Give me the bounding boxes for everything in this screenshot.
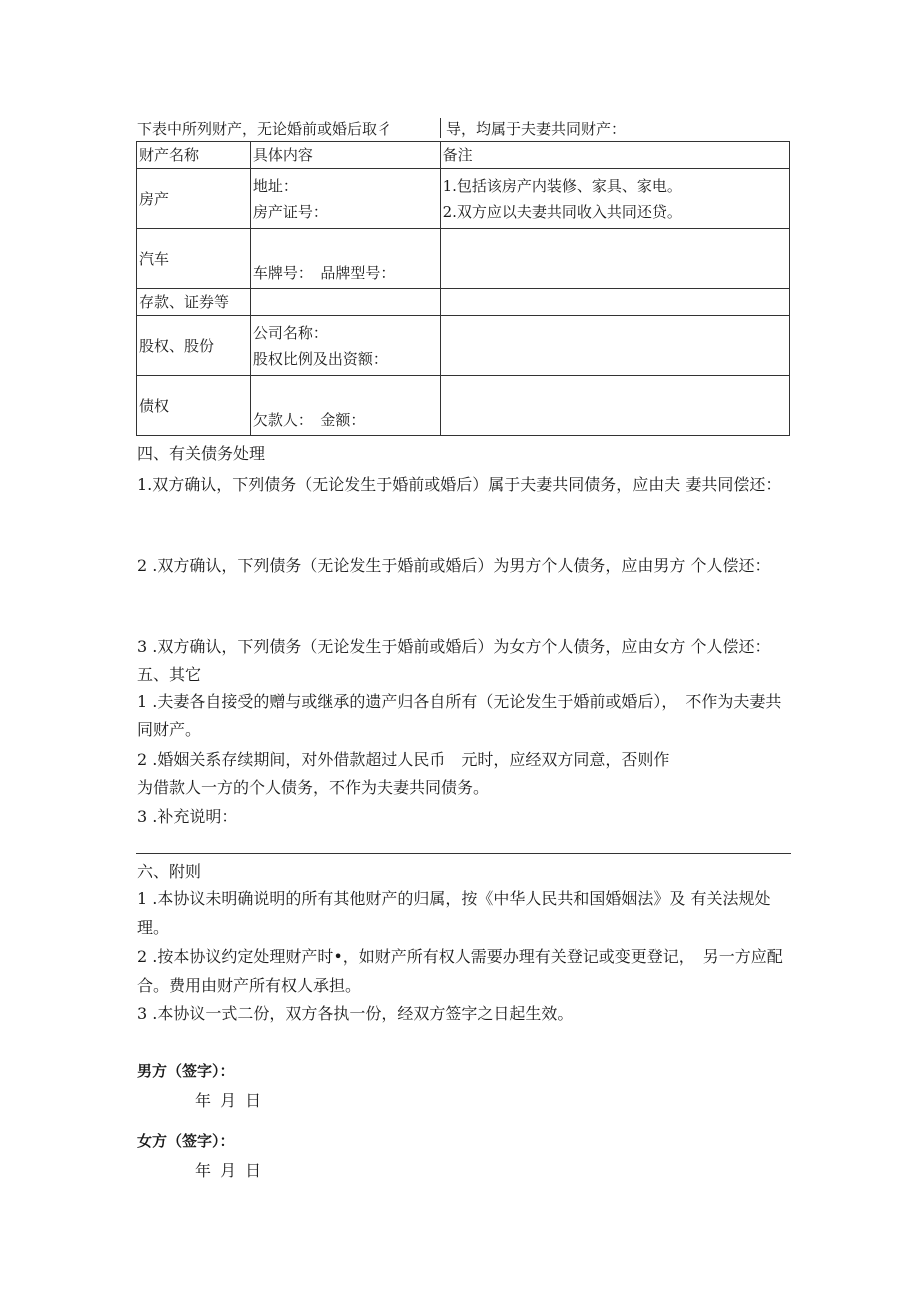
content-line: 车牌号： 品牌型号： — [252, 264, 396, 282]
row-name: 房产 — [137, 169, 251, 229]
note-line: 2.双方应以夫妻共同收入共同还贷。 — [442, 202, 682, 221]
table-row — [137, 316, 790, 376]
supplement-underline — [136, 853, 791, 854]
note-line: 1.包括该房产内装修、家具、家电。 — [442, 176, 682, 195]
table-row — [137, 229, 790, 289]
row-note — [440, 169, 789, 229]
row-name: 汽车 — [137, 229, 251, 289]
content-line: 地址： — [252, 176, 298, 195]
table-header-row — [137, 142, 790, 169]
other-item-3: 3 .补充说明： — [137, 807, 238, 826]
content-line: 公司名称： — [252, 323, 328, 342]
header-content: 具体内容 — [250, 142, 440, 169]
row-content — [250, 169, 440, 229]
row-note — [440, 289, 789, 316]
other-item-2: 2 .婚姻关系存续期间，对外借款超过人民币 元时，应经双方同意，否则作 — [137, 750, 670, 769]
row-content — [250, 289, 440, 316]
row-name: 股权、股份 — [137, 316, 251, 376]
row-note — [440, 376, 789, 436]
rule-item-2: 2 .按本协议约定处理财产时•，如财产所有权人需要办理有关登记或变更登记， 另一方应配合。费用由财产所有权人承担。 — [137, 947, 783, 995]
intro-text-left: 下表中所列财产，无论婚前或婚后取彳 — [137, 120, 393, 138]
content-line: 房产证号： — [252, 202, 328, 221]
table-row — [137, 376, 790, 436]
header-note: 备注 — [440, 142, 789, 169]
other-item-1: 1 .夫妻各自接受的赠与或继承的遗产归各自所有（无论发生于婚前或婚后）， 不作为夫妻共同财产。 — [137, 692, 782, 739]
male-signature-label: 男方（签字）： — [137, 1062, 235, 1080]
content-line: 股权比例及出资额： — [252, 349, 388, 368]
table-row — [137, 169, 790, 229]
debt-item-3: 3 .双方确认，下列债务（无论发生于婚前或婚后）为女方个人债务，应由女方 个人偿还： 五、其它 — [137, 637, 779, 684]
header-property-name: 财产名称 — [137, 142, 251, 169]
intro-text-right: 导，均属于夫妻共同财产： — [440, 118, 626, 138]
male-signature-date: 年 月 日 — [195, 1091, 264, 1110]
section-title-debts: 四、有关债务处理 — [137, 444, 266, 463]
row-name: 存款、证券等 — [137, 289, 251, 316]
female-signature-date: 年 月 日 — [195, 1161, 264, 1180]
debt-item-1: 1.双方确认，下列债务（无论发生于婚前或婚后）属于夫妻共同债务，应由夫 妻共同偿还： — [137, 475, 782, 494]
section-title-supplementary: 六、附则 — [137, 862, 202, 881]
table-row — [137, 289, 790, 316]
rule-item-1: 1 .本协议未明确说明的所有其他财产的归属，按《中华人民共和国婚姻法》及 有关法规处理。 — [137, 889, 771, 937]
row-content — [250, 376, 440, 436]
row-note — [440, 229, 789, 289]
row-name: 债权 — [137, 376, 251, 436]
rule-item-3: 3 .本协议一式二份，双方各执一份，经双方签字之日起生效。 — [137, 1004, 574, 1023]
other-item-2-continued: 为借款人一方的个人债务，不作为夫妻共同债务。 — [137, 778, 490, 797]
content-line: 欠款人： 金额： — [252, 411, 366, 429]
row-content — [250, 229, 440, 289]
row-note — [440, 316, 789, 376]
debt-item-2: 2 .双方确认，下列债务（无论发生于婚前或婚后）为男方个人债务，应由男方 个人偿还： — [137, 556, 771, 575]
row-content — [250, 316, 440, 376]
female-signature-label: 女方（签字）： — [137, 1132, 235, 1150]
property-table — [136, 141, 790, 436]
